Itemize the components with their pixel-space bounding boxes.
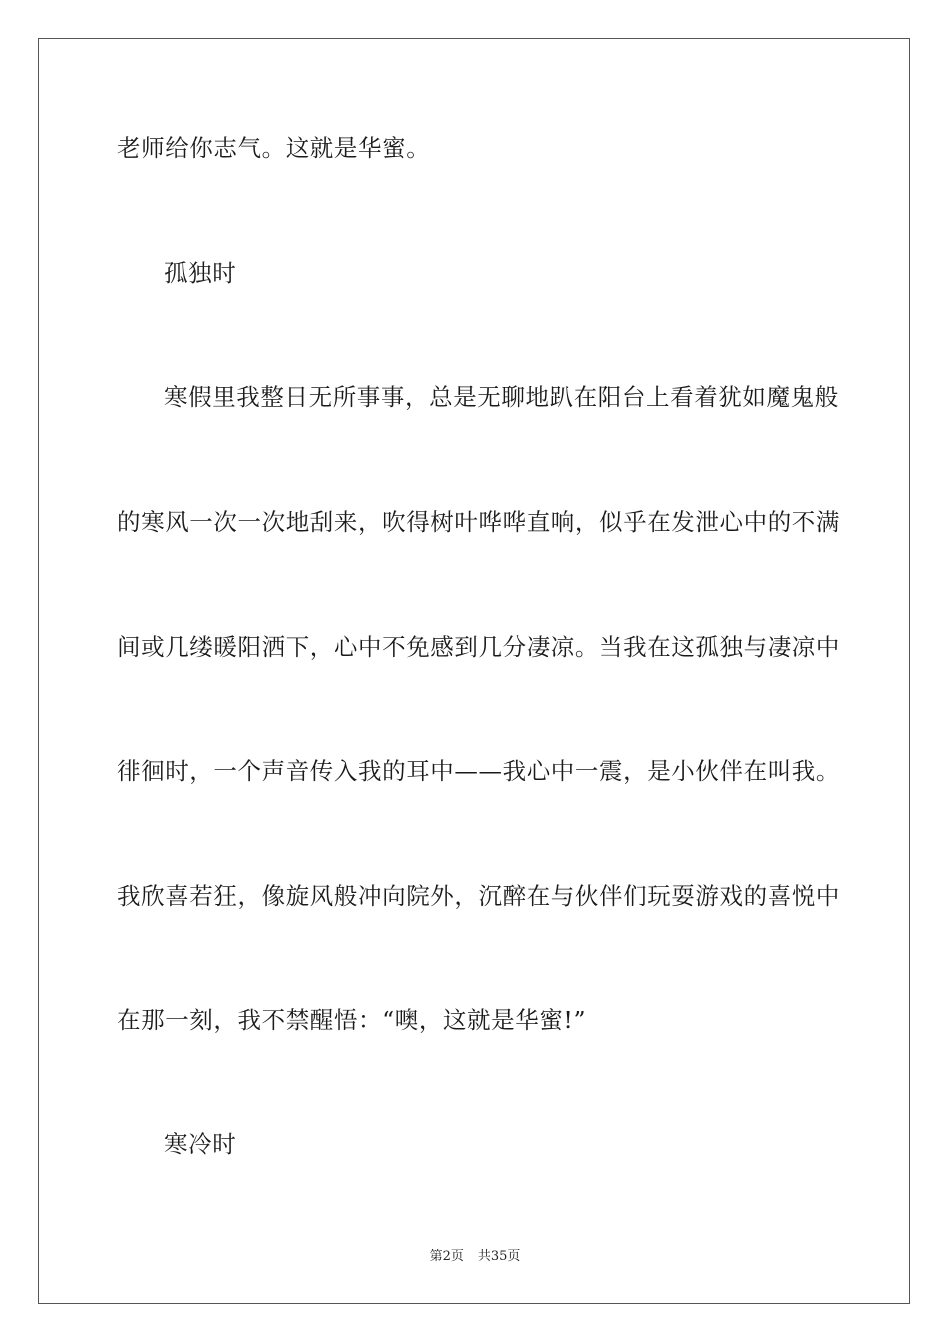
text-line-5: 间或几缕暖阳洒下，心中不免感到几分凄凉。当我在这孤独与凄凉中: [117, 633, 840, 661]
text-line-8: 在那一刻，我不禁醒悟：“噢，这就是华蜜!”: [117, 1006, 587, 1034]
text-line-3: 寒假里我整日无所事事，总是无聊地趴在阳台上看着犹如魔鬼般: [164, 383, 839, 411]
text-line-1: 老师给你志气。这就是华蜜。: [117, 134, 431, 162]
page-footer: [0, 1248, 950, 1266]
page-number: 第2页: [429, 1249, 464, 1264]
text-line-4: 的寒风一次一次地刮来，吹得树叶哗哗直响，似乎在发泄心中的不满: [117, 508, 840, 536]
section-heading-lonely: 孤独时: [164, 259, 237, 287]
section-heading-cold: 寒冷时: [164, 1130, 237, 1158]
text-line-6: 徘徊时，一个声音传入我的耳中——我心中一震，是小伙伴在叫我。: [117, 757, 840, 785]
text-line-7: 我欣喜若狂，像旋风般冲向院外，沉醉在与伙伴们玩耍游戏的喜悦中: [117, 882, 840, 910]
page-total: 共35页: [477, 1249, 521, 1264]
page-frame: [38, 38, 910, 1304]
